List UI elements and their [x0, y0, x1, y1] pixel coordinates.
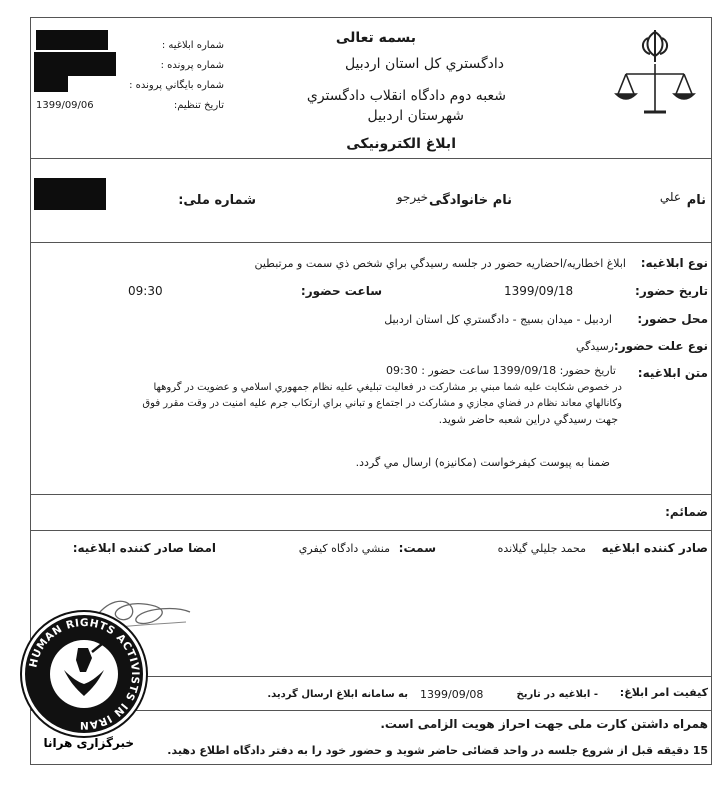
attendance-date-label: تاريخ حضور:: [635, 284, 708, 298]
redaction-block: [36, 30, 108, 50]
divider: [30, 530, 712, 531]
family-name-label: نام خانوادگی: [429, 193, 512, 208]
notice-text-line: وكانالهاي معاند نظام در فضاي مجازي و مشاركت در اجتماع و تباني براي ارتكاب جرم عليه امنيت در وقت مقرر فوق: [142, 398, 622, 409]
divider: [30, 494, 712, 495]
issuer-value: محمد جليلي گيلانده: [497, 542, 586, 555]
redaction-block: [34, 74, 68, 92]
position-label: سمت:: [398, 541, 436, 555]
delivery-system-text: به سامانه ابلاغ ارسال گردید.: [267, 689, 408, 700]
case-number-label: شماره پرونده :: [160, 60, 224, 71]
attendance-time-value: 09:30: [128, 284, 163, 298]
national-id-label: شماره ملی:: [178, 193, 256, 208]
issue-date-value: 1399/09/06: [36, 100, 94, 111]
notice-text-line: تاريخ حضور: 1399/09/18 ساعت حضور : 09:30: [386, 364, 616, 377]
family-name-value: خیرجو: [396, 190, 428, 204]
signature-label: امضا صادر کننده ابلاغیه:: [72, 541, 216, 555]
archive-number-label: شماره بايگاني پرونده :: [129, 80, 224, 91]
attendance-date-value: 1399/09/18: [504, 284, 574, 298]
notice-type-label: نوع ابلاغیه:: [640, 256, 708, 270]
basmala: بسمه تعالی: [335, 30, 416, 46]
notice-number-label: شماره ابلاغيه :: [161, 40, 224, 51]
hrana-logo-icon: [22, 612, 146, 736]
redaction-block: [34, 52, 116, 76]
notice-text-label: متن ابلاغیه:: [637, 366, 708, 380]
redaction-block: [34, 178, 106, 210]
name-value: علي: [659, 190, 681, 204]
iran-emblem-icon: [612, 28, 698, 120]
divider: [30, 158, 712, 159]
notice-text-line: جهت رسيدگي دراين شعبه حاضر شويد.: [438, 413, 618, 426]
delivery-date-value: 1399/09/08: [420, 688, 484, 701]
footer-attendance-note: 15 دقیقه قبل از شروع جلسه در واحد قضائی حاضر شوید و حضور خود را به دفتر دادگاه اطلاع دهید.: [167, 744, 708, 757]
notice-type-value: ابلاغ اخطاريه/احضاريه حضور در جلسه رسيدگي براي شخص ذي سمت و مرتبطين: [254, 257, 626, 270]
delivery-method-label: کیفیت امر ابلاغ:: [619, 686, 708, 699]
issuer-label: صادر کننده ابلاغیه: [601, 541, 708, 555]
page-title: ابلاغ الکترونیکی: [346, 136, 456, 152]
footer-id-note: همراه داشتن کارت ملی جهت احراز هویت الزامی است.: [380, 717, 708, 731]
agency-name: خبرگزاری هرانا: [43, 736, 134, 750]
delivery-dash-label: - ابلاغیه در تاریخ: [516, 689, 598, 700]
notice-text-line: در خصوص شكايت عليه شما مبني بر مشاركت در فعاليت تبليغي عليه نظام جمهوري اسلامي و عضويت در گروهها: [153, 382, 622, 393]
attendance-place-label: محل حضور:: [637, 312, 708, 326]
court-name: دادگستري كل استان اردبيل: [344, 56, 504, 72]
divider: [30, 242, 712, 243]
attendance-reason-label: نوع علت حضور:: [613, 339, 708, 353]
issue-date-label: تاريخ تنظيم:: [173, 100, 224, 111]
attendance-time-label: ساعت حضور:: [300, 284, 382, 298]
attendance-place-value: اردبيل - ميدان بسيج - دادگستري كل استان اردبيل: [384, 313, 612, 326]
name-label: نام: [686, 193, 706, 208]
court-branch: شعبه دوم دادگاه انقلاب دادگستري: [306, 88, 506, 104]
appendix-label: ضمائم:: [665, 505, 708, 519]
attachment-note: ضمنا به پيوست كيفرخواست (مكانيزه) ارسال مي گردد.: [355, 456, 610, 469]
logo-ring-text: HUMAN RIGHTS ACTIVISTS IN IRAN: [27, 616, 142, 732]
court-city: شهرستان اردبيل: [367, 108, 464, 124]
attendance-reason-value: رسيدگي: [575, 340, 614, 353]
position-value: منشي دادگاه كيفري: [298, 542, 390, 555]
